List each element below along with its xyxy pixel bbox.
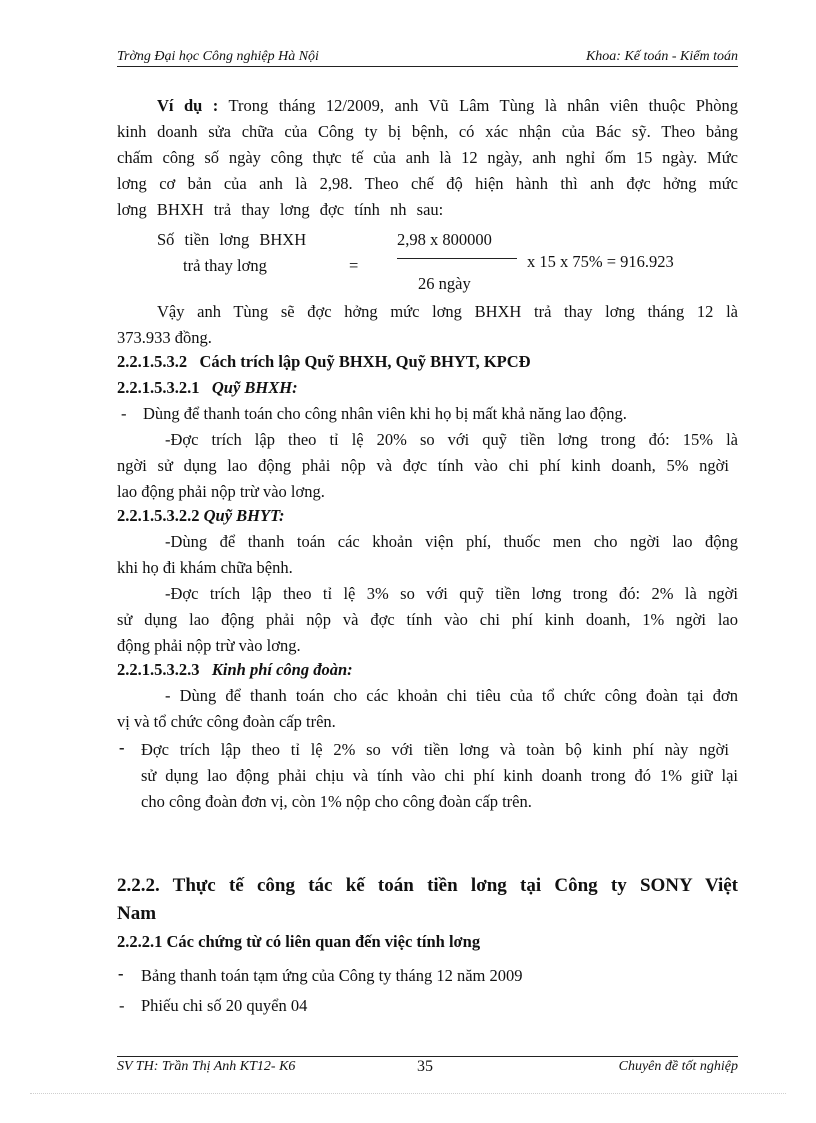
- document-item-2: Phiếu chi số 20 quyển 04: [141, 996, 308, 1015]
- formula-lhs-2: trả thay lơng: [183, 256, 267, 275]
- bhyt-rate-line-2: sử dụng lao động phải nộp và đợc tính vào chi phí kinh doanh, 1% ngời lao: [117, 610, 738, 629]
- page-edge-divider: [30, 1093, 786, 1094]
- formula-equals: =: [349, 256, 359, 275]
- section-title: Cách trích lập Quỹ BHXH, Quỹ BHYT, KPCĐ: [199, 352, 531, 371]
- formula-denominator: 26 ngày: [418, 274, 471, 293]
- section-heading-bhyt: [117, 506, 284, 526]
- kpcd-rate-line-3: cho công đoàn đơn vị, còn 1% nộp cho công đoàn cấp trên.: [141, 792, 532, 811]
- bhyt-purpose-line-1: -Dùng để thanh toán các khoản viện phí, thuốc men cho ngời lao động: [165, 532, 738, 551]
- example-line-1: [157, 96, 738, 116]
- bhyt-rate-line-1: -Đợc trích lập theo tỉ lệ 3% so với quỹ tiền lơng trong đó: 2% là ngời: [165, 584, 738, 603]
- section-heading-5-3-2: [117, 352, 531, 372]
- formula-multiplier: x 15 x 75% = 916.923: [527, 252, 674, 271]
- footer-student: SV TH: Trần Thị Anh KT12- K6: [117, 1059, 296, 1074]
- document-bullet-1: -: [118, 964, 124, 983]
- section-number: 2.2.1.5.3.2.3: [117, 660, 200, 679]
- chapter-heading-line-2: Nam: [117, 903, 157, 924]
- section-number: 2.2.1.5.3.2.2: [117, 506, 200, 525]
- page-footer: [117, 1056, 738, 1075]
- page-header: [117, 48, 738, 67]
- bhxh-dash: -: [121, 404, 127, 423]
- kpcd-rate-line-2: sử dụng lao động phải chịu và tính vào chi phí kinh doanh trong đó 1% giữ lại: [141, 766, 738, 785]
- kpcd-rate-line-1: Đợc trích lập theo tỉ lệ 2% so với tiền lơng và toàn bộ kinh phí này ngời: [141, 740, 729, 759]
- chapter-heading-line-1: 2.2.2. Thực tế công tác kế toán tiền lơng tại Công ty SONY Việt: [117, 875, 738, 896]
- section-heading-kpcd: [117, 660, 353, 680]
- subsection-heading-2-2-2-1: 2.2.2.1 Các chứng từ có liên quan đến việc tính lơng: [117, 932, 481, 951]
- conclusion-line-2: 373.933 đồng.: [117, 328, 212, 347]
- footer-title: Chuyên đề tốt nghiệp: [618, 1059, 738, 1074]
- example-line-5: lơng BHXH trả thay lơng đợc tính nh sau:: [117, 200, 444, 219]
- section-title: Quỹ BHXH:: [211, 378, 298, 397]
- example-label: Ví dụ :: [157, 96, 219, 115]
- bhyt-rate-line-3: động phải nộp trừ vào lơng.: [117, 636, 301, 655]
- kpcd-purpose-line-1: - Dùng để thanh toán cho các khoản chi tiêu của tổ chức công đoàn tại đơn: [165, 686, 738, 705]
- section-number: 2.2.1.5.3.2.1: [117, 378, 200, 397]
- section-heading-bhxh: [117, 378, 298, 398]
- bhxh-purpose: Dùng để thanh toán cho công nhân viên khi họ bị mất khả năng lao động.: [143, 404, 627, 423]
- bhxh-rate-line-1: -Đợc trích lập theo tỉ lệ 20% so với quỹ tiền lơng trong đó: 15% là: [165, 430, 738, 449]
- page-number: 35: [417, 1058, 433, 1075]
- section-number: 2.2.1.5.3.2: [117, 352, 188, 371]
- document-bullet-2: -: [119, 996, 125, 1015]
- example-line-3: chấm công số ngày công thực tế của anh là 12 ngày, anh nghỉ ốm 15 ngày. Mức: [117, 148, 738, 167]
- header-faculty: Khoa: Kế toán - Kiểm toán: [585, 49, 738, 64]
- conclusion-line-1: Vậy anh Tùng sẽ đợc hởng mức lơng BHXH trả thay lơng tháng 12 là: [157, 302, 738, 321]
- example-line-2: kinh doanh sửa chữa của Công ty bị bệnh, có xác nhận của Bác sỹ. Theo bảng: [117, 122, 738, 141]
- bhxh-rate-line-2: ngời sử dụng lao động phải nộp và đợc tính vào chi phí kinh doanh, 5% ngời: [117, 456, 729, 475]
- bhyt-purpose-line-2: khi họ đi khám chữa bệnh.: [117, 558, 293, 577]
- formula-lhs-1: Số tiền lơng BHXH: [157, 230, 307, 249]
- bhxh-rate-line-3: lao động phải nộp trừ vào lơng.: [117, 482, 325, 501]
- section-title: Quỹ BHYT:: [203, 506, 285, 525]
- header-school: Trờng Đại học Công nghiệp Hà Nội: [117, 49, 319, 64]
- fraction-bar: [397, 258, 517, 259]
- kpcd-bullet: -: [119, 738, 125, 757]
- example-text-1: Trong tháng 12/2009, anh Vũ Lâm Tùng là nhân viên thuộc Phòng: [218, 96, 738, 115]
- example-line-4: lơng cơ bản của anh là 2,98. Theo chế độ hiện hành thì anh đợc hởng mức: [117, 174, 738, 193]
- section-title: Kinh phí công đoàn:: [211, 660, 353, 679]
- formula-numerator: 2,98 x 800000: [397, 230, 492, 249]
- kpcd-purpose-line-2: vị và tổ chức công đoàn cấp trên.: [117, 712, 336, 731]
- document-item-1: Bảng thanh toán tạm ứng của Công ty tháng 12 năm 2009: [141, 966, 523, 985]
